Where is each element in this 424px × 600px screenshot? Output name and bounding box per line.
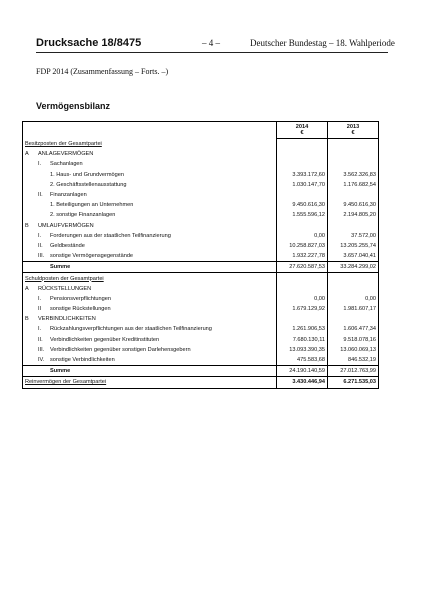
table-row: II. Finanzanlagen — [23, 190, 379, 200]
liabilities-heading: Schuldposten der Gesamtpartei — [25, 275, 104, 282]
liabilities-total-row: Summe 24.190.140,59 27.012.763,99 — [23, 366, 379, 377]
table-row: II. Geldbestände 10.258.827,03 13.205.255,74 — [23, 241, 379, 251]
table-row: II sonstige Rückstellungen 1.679.129,92 1.981.607,17 — [23, 304, 379, 314]
table-row: III. sonstige Vermögensgegenstände 1.932.227,78 3.657.040,41 — [23, 251, 379, 262]
table-row: I. Rückzahlungsverpflichtungen aus der staatlichen Teilfinanzierung 1.261.906,53 1.606.477,34 — [23, 324, 379, 334]
table-row: B VERBINDLICHKEITEN — [23, 314, 379, 324]
table-row: I. Forderungen aus der staatlichen Teilfinanzierung 0,00 37.572,00 — [23, 231, 379, 241]
table-row: 1. Haus- und Grundvermögen 3.393.172,60 3.562.326,83 — [23, 170, 379, 180]
document-number: Drucksache 18/8475 — [36, 37, 142, 49]
table-row: 1. Beteiligungen an Unternehmen 9.450.616,30 9.450.616,30 — [23, 200, 379, 210]
table-row — [23, 273, 379, 284]
table-row: II. Verbindlichkeiten gegenüber Kreditinstituten 7.680.130,11 9.518.078,16 — [23, 335, 379, 345]
net-assets-row: Reinvermögen der Gesamtpartei 3.430.446,94 6.271.535,03 — [23, 377, 379, 388]
table-row: I. Pensionsverpflichtungen 0,00 0,00 — [23, 294, 379, 304]
assets-heading: Besitzposten der Gesamtpartei — [25, 140, 102, 147]
table-row: IV. sonstige Verbindlichkeiten 475.583,68 846.532,19 — [23, 355, 379, 366]
table-row: III. Verbindlichkeiten gegenüber sonstigen Darlehensgebern 13.093.390,35 13.060.069,13 — [23, 345, 379, 355]
table-row: 2. Geschäftsstellenausstattung 1.030.147,70 1.176.682,54 — [23, 180, 379, 190]
table-row: I. Sachanlagen — [23, 159, 379, 169]
assets-total-row: Summe 27.620.587,53 33.284.299,02 — [23, 262, 379, 273]
page-number: – 4 – — [202, 38, 220, 48]
column-2014: 2014 € — [277, 122, 328, 139]
table-row: B UMLAUFVERMÖGEN — [23, 221, 379, 231]
table-header-row — [23, 122, 379, 139]
section-title: Vermögensbilanz — [36, 101, 111, 111]
table-row: A RÜCKSTELLUNGEN — [23, 284, 379, 294]
balance-table — [22, 121, 379, 389]
continuation-note: FDP 2014 (Zusammenfassung – Forts. –) — [36, 67, 169, 76]
table-row: 2. sonstige Finanzanlagen 1.555.596,12 2.194.805,20 — [23, 210, 379, 220]
table-row — [23, 139, 379, 150]
header-rule — [36, 52, 388, 53]
column-2013: 2013 € — [328, 122, 379, 139]
table-row: A ANLAGEVERMÖGEN — [23, 149, 379, 159]
publisher-period: Deutscher Bundestag – 18. Wahlperiode — [250, 38, 395, 48]
